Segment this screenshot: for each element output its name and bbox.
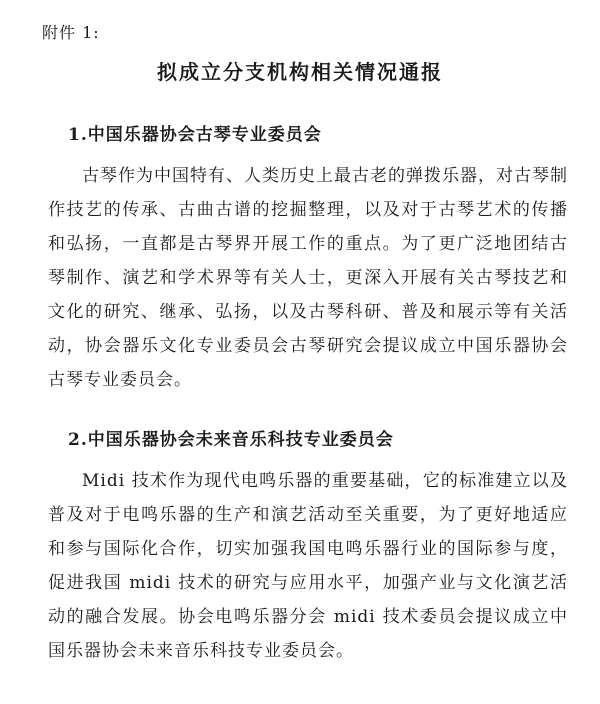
section-heading: 2.中国乐器协会未来音乐科技专业委员会 <box>68 430 394 450</box>
document-title: 拟成立分支机构相关情况通报 <box>157 60 443 84</box>
attachment-label: 附件 1: <box>42 23 100 42</box>
section-paragraph: 古琴作为中国特有、人类历史上最古老的弹拨乐器，对古琴制作技艺的传承、古曲古谱的挖掘整理，以及对于古琴艺术的传播和弘扬，一直都是古琴界开展工作的重点。为了更广泛地团结古琴制作、演艺和学术界等有关人士，更深入开展有关古琴技艺和文化的研究、继承、弘扬，以及古琴科研、普及和展示等有关活动，协会器乐文化专业委员会古琴研究会提议成立中国乐器协会古琴专业委员会。 <box>48 166 568 390</box>
section-paragraph: Midi 技术作为现代电鸣乐器的重要基础，它的标准建立以及普及对于电鸣乐器的生产和演艺活动至关重要，为了更好地适应和参与国际化合作，切实加强我国电鸣乐器行业的国际参与度，促进我国 midi 技术的研究与应用水平，加强产业与文化演艺活动的融合发展。协会电鸣乐器分会 midi 技术委员会提议成立中国乐器协会未来音乐科技专业委员会。 <box>48 471 568 661</box>
section-future-music-tech-committee <box>48 425 568 668</box>
section-heading: 1.中国乐器协会古琴专业委员会 <box>68 125 322 145</box>
section-guqin-committee <box>48 120 568 397</box>
